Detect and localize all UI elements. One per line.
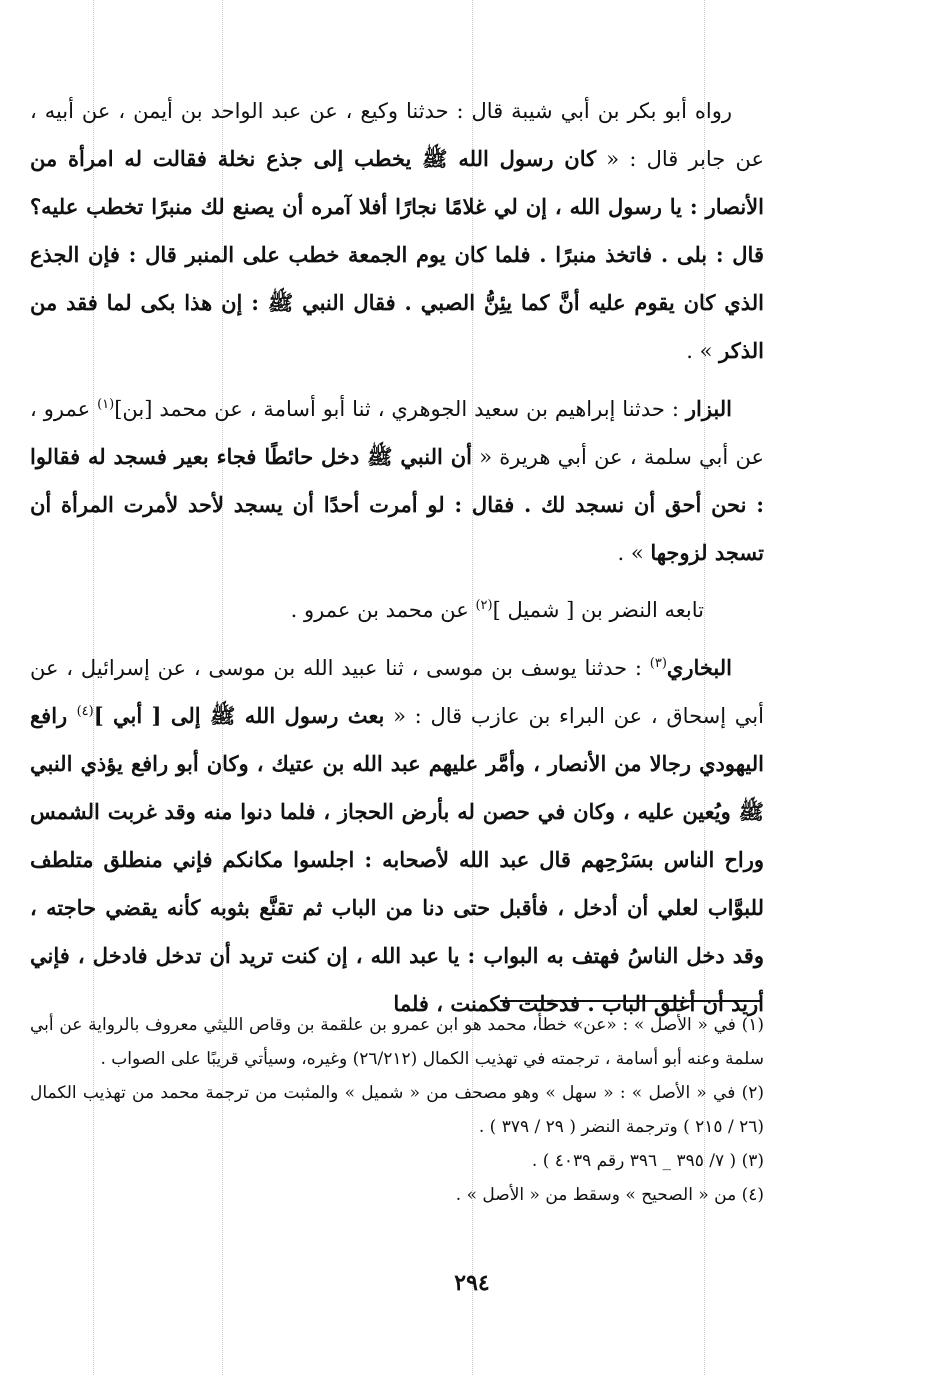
footnote-marker: (٣) [649,656,667,671]
text-run: عمرو ، عن أبي سلمة ، عن أبي هريرة « [30,397,764,469]
footnote-marker: (٤) [76,704,94,719]
hadith-text: كان رسول الله ﷺ يخطب إلى جذع نخلة فقالت له امرأة من الأنصار : يا رسول الله ، إن لي غلامًا نجارًا أفلا آمره أن يصنع لك منبرًا تخطب عليه؟ قال : بلى . فاتخذ منبرًا . فلما كان يوم الجمعة خطب على المنبر قال : فإن الجذع الذي كان يقوم عليه أنَّ كما يئِنُّ الصبي . فقال النبي ﷺ : إن هذا بكى لما فقد من الذكر [30,146,764,363]
paragraph-mutaba [30,587,764,634]
footnote-marker: (٢) [475,598,493,613]
text-run: : حدثنا يوسف بن موسى ، ثنا عبيد الله بن موسى ، عن إسرائيل ، عن أبي إسحاق ، عن البراء بن عازب قال : « [30,656,764,728]
hadith-text: أن النبي ﷺ دخل حائطًا فجاء بعير فسجد له فقالوا : نحن أحق أن نسجد لك . فقال : لو أمرت أحدًا أن يسجد لأحد لأمرت المرأة أن تسجد لزوجها [30,444,764,565]
text-run: حدثنا وكيع ، عن عبد الواحد بن أيمن ، عن أبيه ، عن جابر قال : « [30,99,764,171]
text-run: رواه أبو بكر بن أبي شيبة قال : [448,99,732,123]
source-name: البخاري [666,655,732,680]
footnote-marker: (١) [97,397,115,412]
footnote-2: (٢) في « الأصل » : « سهل » وهو مصحف من « شميل » والمثبت من ترجمة محمد من تهذيب الكمال (٢٦ / ٢١٥ ) وترجمة النضر ( ٢٩ / ٣٧٩ ) . [30,1083,764,1137]
footnote-4: (٤) من « الصحيح » وسقط من « الأصل » . [455,1185,764,1205]
text-run: » . [617,541,651,565]
source-name: البزار [685,396,732,421]
paragraph-bazzar [30,385,764,577]
text-run: عن محمد بن عمرو . [290,598,476,622]
hadith-text: رافع اليهودي رجالا من الأنصار ، وأمَّر عليهم عبد الله بن عتيك ، وكان أبو رافع يؤذي النبي ﷺ ويُعين عليه ، وكان في حصن له بأرض الحجاز ، فلما دنوا منه وقد غربت الشمس وراح الناس بسَرْحِهم قال عبد الله لأصحابه : اجلسوا مكانكم فإني منطلق متلطف للبوَّاب لعلي أن أدخل ، فأقبل حتى دنا من الباب ثم تقنَّع بثوبه كأنه يقضي حاجته ، وقد دخل الناسُ فهتف به البواب : يا عبد الله ، إن كنت تريد أن تدخل فادخل ، فإني أريد أن أغلق الباب . فدخلت فكمنت ، فلما [30,703,764,1016]
text-run: : حدثنا إبراهيم بن سعيد الجوهري ، ثنا أبو أسامة ، عن محمد [بن] [114,397,686,421]
footnote-separator [500,1000,762,1002]
footnote-1: (١) في « الأصل » : «عن» خطأ، محمد هو ابن عمرو بن علقمة بن وقاص الليثي معروف بالرواية عن أبي سلمة وعنه أبو أسامة ، ترجمته في تهذيب الكمال (٢٦/٢١٢) وغيره، وسيأتي قريبًا على الصواب . [30,1015,764,1069]
hadith-text: بعث رسول الله ﷺ إلى [ أبي ] [93,703,385,728]
page-number: ٢٩٤ [454,1270,490,1296]
paragraph-abi-shayba [30,88,764,375]
main-text [30,88,764,1038]
text-run: » . [686,339,720,363]
footnote-3: (٣) ( ٧/ ٣٩٥ _ ٣٩٦ رقم ٤٠٣٩ ) . [531,1151,764,1171]
footnotes [30,1008,764,1212]
paragraph-bukhari [30,644,764,1028]
text-run: تابعه النضر بن [ شميل ] [492,598,704,622]
